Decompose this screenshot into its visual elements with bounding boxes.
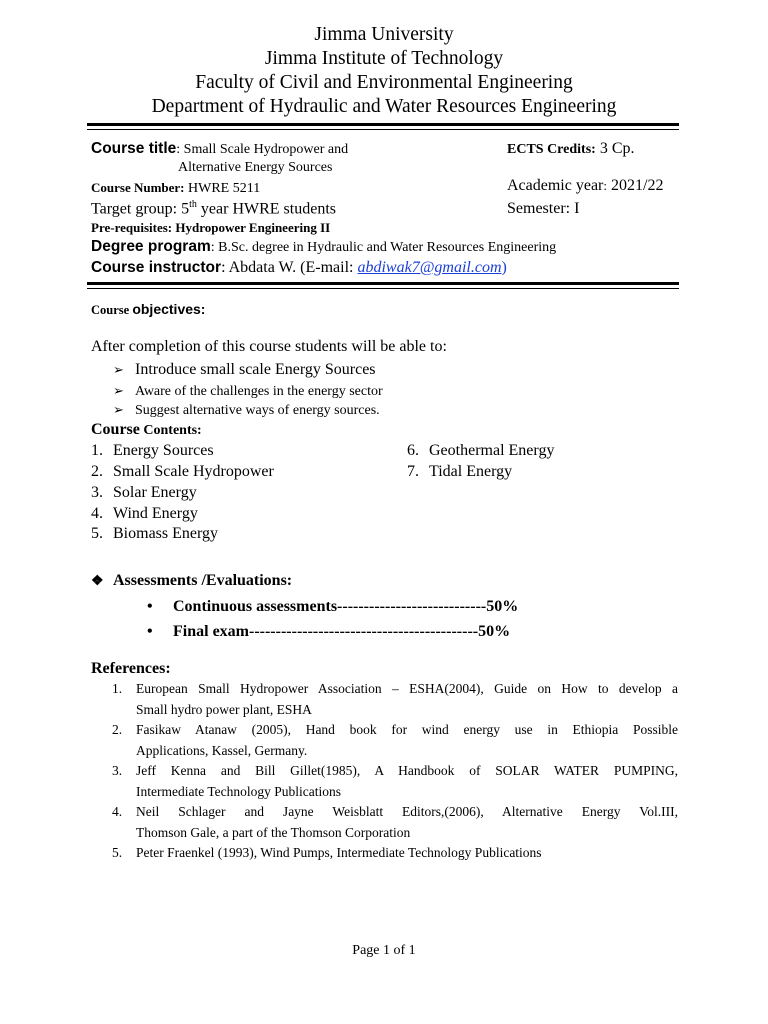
reference-item: 2. Fasikaw Atanaw (2005), Hand book for wind energy use in Ethiopia Possible Applications, Kassel, Germany. (112, 722, 678, 758)
content-item: 5. Biomass Energy (91, 525, 219, 542)
objectives-intro: After completion of this course students will be able to: (91, 338, 447, 355)
arrow-bullet-icon: ➢ (113, 383, 124, 398)
reference-item: 4. Neil Schlager and Jayne Weisblatt Editors,(2006), Alternative Energy Vol.III, Thomson Gale, a part of the Thomson Corporation (112, 804, 678, 840)
page-number: Page 1 of 1 (352, 943, 416, 958)
faculty-name: Faculty of Civil and Environmental Engineering (195, 72, 573, 93)
ects-value: 3 Cp. (595, 140, 635, 157)
assessment-heading: ❖ Assessments /Evaluations: (91, 572, 293, 589)
course-title (91, 140, 348, 158)
objective-item: ➢ Introduce small scale Energy Sources (113, 361, 376, 378)
target-group: Target group: 5th year HWRE students (91, 199, 336, 218)
content-item: 3. Solar Energy (91, 484, 197, 501)
references-heading: References: (91, 660, 171, 677)
assessment-item: • Final exam-------------------------------------------50% (147, 623, 511, 640)
ects-label: ECTS Credits: (507, 142, 596, 157)
instructor-label: Course instructor (91, 259, 222, 276)
course-title-line2: Alternative Energy Sources (178, 160, 333, 175)
diamond-bullet-icon: ❖ (91, 574, 104, 589)
content-item: 2. Small Scale Hydropower (91, 463, 274, 480)
objectives-heading: Course objectives: (91, 301, 206, 317)
bullet-icon: • (147, 598, 153, 615)
info-rule-thin (87, 288, 679, 289)
assessment-item: • Continuous assessments----------------------------50% (147, 598, 519, 615)
academic-year: Academic year: 2021/22 (507, 177, 664, 194)
content-item: 1. Energy Sources (91, 442, 214, 459)
reference-item: 3. Jeff Kenna and Bill Gillet(1985), A Handbook of SOLAR WATER PUMPING, Intermediate Technology Publications (112, 763, 678, 799)
course-number-label: Course Number: (91, 180, 185, 195)
header-rule-thin (87, 129, 679, 130)
instructor-value: : Abdata W. (E-mail: (221, 259, 358, 276)
academic-year-label: Academic year (507, 177, 604, 194)
course-title-label: Course title (91, 140, 177, 157)
department-name: Department of Hydraulic and Water Resources Engineering (151, 96, 617, 117)
university-name: Jimma University (314, 24, 454, 45)
arrow-bullet-icon: ➢ (113, 362, 124, 377)
content-item: 6. Geothermal Energy (407, 442, 555, 459)
academic-year-value: 2021/22 (607, 177, 664, 194)
course-title-value: : Small Scale Hydropower and (176, 142, 349, 157)
bullet-icon: • (147, 623, 153, 640)
objective-item: ➢ Aware of the challenges in the energy sector (113, 383, 383, 399)
prerequisites: Pre-requisites: Hydropower Engineering II (91, 220, 331, 235)
ects-credits (507, 140, 634, 158)
course-number (91, 179, 260, 197)
info-rule-thick (87, 282, 679, 285)
degree-label: Degree program (91, 238, 211, 255)
degree-program (91, 238, 556, 256)
institute-name: Jimma Institute of Technology (264, 48, 504, 69)
reference-item: 5. Peter Fraenkel (1993), Wind Pumps, Intermediate Technology Publications (112, 845, 542, 860)
course-number-value: HWRE 5211 (184, 181, 261, 196)
course-instructor: Course instructor: Abdata W. (E-mail: abdiwak7@gmail.com) (91, 259, 507, 276)
instructor-email-link[interactable]: abdiwak7@gmail.com (357, 259, 502, 276)
content-item: 4. Wind Energy (91, 505, 198, 522)
degree-value: : B.Sc. degree in Hydraulic and Water Resources Engineering (210, 240, 557, 255)
semester: Semester: I (507, 200, 580, 217)
content-item: 7. Tidal Energy (407, 463, 513, 480)
arrow-bullet-icon: ➢ (113, 402, 124, 417)
contents-heading: Course Contents: (91, 421, 202, 438)
objective-item: ➢ Suggest alternative ways of energy sources. (113, 402, 380, 418)
reference-item: 1. European Small Hydropower Association – ESHA(2004), Guide on How to develop a Small hydro power plant, ESHA (112, 681, 678, 717)
header-rule-thick (87, 123, 679, 126)
